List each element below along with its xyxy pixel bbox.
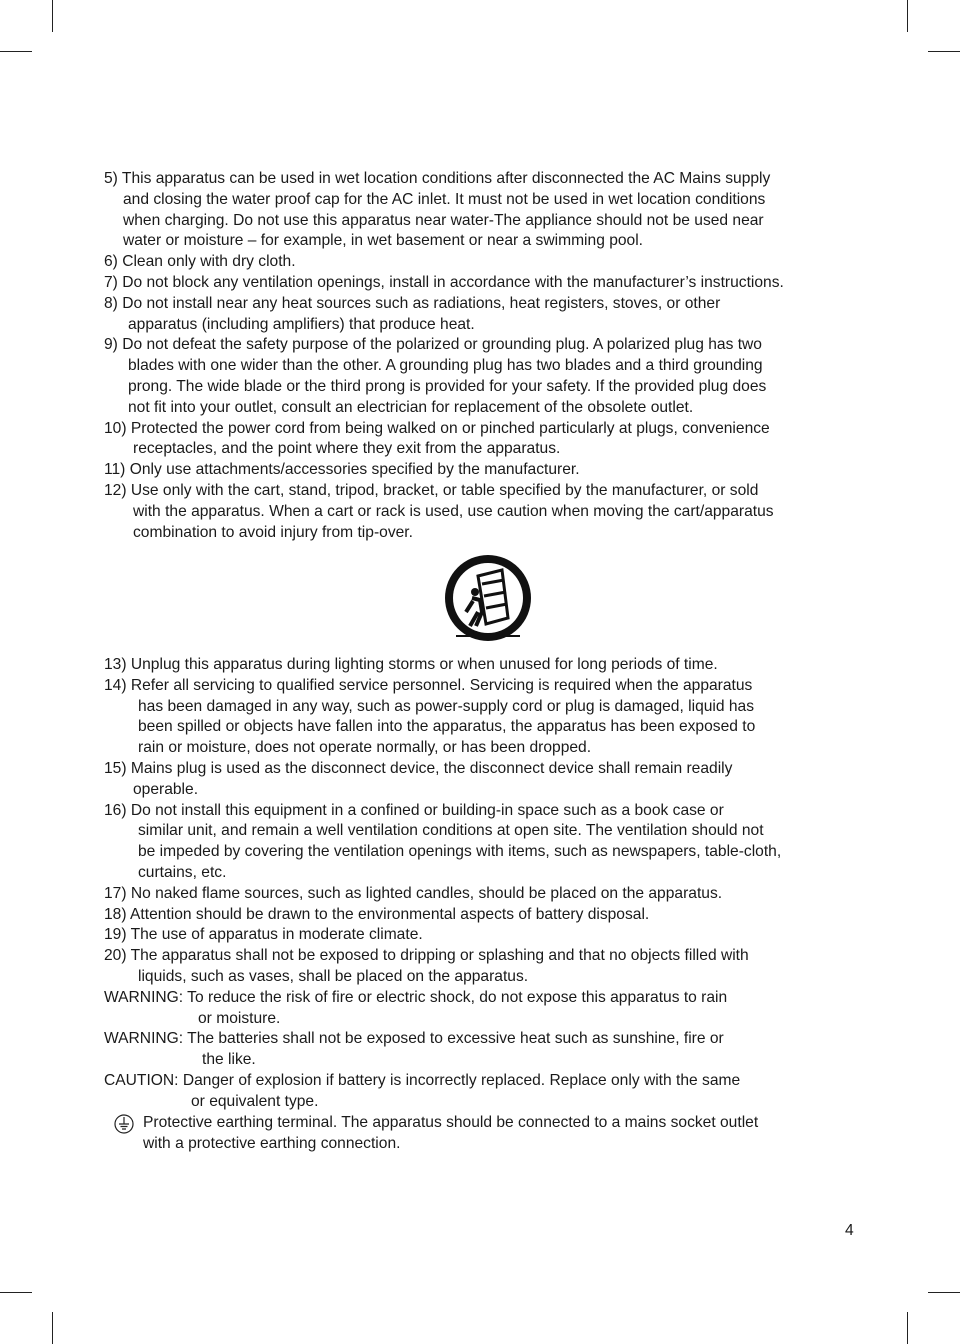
crop-mark [907,1312,908,1344]
safety-instructions-top [104,169,894,543]
item-first-line: 9) Do not defeat the safety purpose of the polarized or grounding plug. A polarized plug has two [104,336,762,354]
item-continuation-line: be impeded by covering the ventilation openings with items, such as newspapers, table-cloth, [138,843,782,861]
item-continuation-line: rain or moisture, does not operate normally, or has been dropped. [138,739,592,757]
item-continuation-line: operable. [133,780,199,798]
item-continuation-line: not fit into your outlet, consult an electrician for replacement of the obsolete outlet. [128,398,694,416]
crop-mark [928,1292,960,1293]
item-continuation-line: been spilled or objects have fallen into the apparatus, the apparatus has been exposed to [138,718,756,736]
item-continuation-line: apparatus (including amplifiers) that produce heat. [128,315,475,333]
item-continuation-line: receptacles, and the point where they exit from the apparatus. [133,440,561,458]
item-continuation-line: similar unit, and remain a well ventilation conditions at open site. The ventilation should not [138,822,764,840]
crop-mark [0,1292,32,1293]
item-first-line: 20) The apparatus shall not be exposed to dripping or splashing and that no objects filled with [104,947,749,965]
item-first-line: 14) Refer all servicing to qualified service personnel. Servicing is required when the apparatus [104,676,753,694]
list-item [104,419,894,461]
item-continuation-line: when charging. Do not use this apparatus near water-The appliance should not be used near [123,211,764,229]
safety-instructions-bottom [104,655,894,1113]
item-first-line: 18) Attention should be drawn to the environmental aspects of battery disposal. [104,905,650,923]
earthing-line-1: Protective earthing terminal. The apparatus should be connected to a mains socket outlet [143,1114,759,1131]
earthing-row [104,1113,894,1155]
item-continuation-line: or moisture. [198,1009,281,1027]
item-first-line: 8) Do not install near any heat sources such as radiations, heat registers, stoves, or other [104,294,721,312]
earthing-note [104,1113,894,1155]
item-continuation-line: with the apparatus. When a cart or rack is used, use caution when moving the cart/apparatus [133,502,774,520]
list-item [104,801,894,884]
crop-mark [52,0,53,32]
item-first-line: 10) Protected the power cord from being walked on or pinched particularly at plugs, convenience [104,419,770,437]
list-item [104,988,894,1030]
list-item [104,294,894,336]
list-item [104,460,894,481]
item-continuation-line: or equivalent type. [191,1092,319,1110]
protective-earth-icon [114,1114,134,1134]
item-continuation-line: water or moisture – for example, in wet basement or near a swimming pool. [123,232,644,250]
cart-tip-over-warning-icon [442,554,534,646]
crop-mark [52,1312,53,1344]
list-item [104,252,894,273]
item-continuation-line: blades with one wider than the other. A grounding plug has two blades and a third grounding [128,357,763,375]
item-continuation-line: combination to avoid injury from tip-over. [133,523,413,541]
list-item [104,273,894,294]
crop-mark [0,51,32,52]
item-continuation-line: the like. [202,1051,256,1069]
list-item [104,1029,894,1071]
list-item [104,481,894,543]
item-first-line: 6) Clean only with dry cloth. [104,253,296,271]
list-item [104,676,894,759]
page-number: 4 [845,1222,854,1239]
earthing-line-2: with a protective earthing connection. [143,1134,401,1152]
list-item [104,169,894,252]
item-first-line: CAUTION: Danger of explosion if battery is incorrectly replaced. Replace only with the same [104,1071,741,1089]
item-continuation-line: and closing the water proof cap for the AC inlet. It must not be used in wet location conditions [123,190,766,208]
item-first-line: 5) This apparatus can be used in wet location conditions after disconnected the AC Mains supply [104,170,771,187]
list-item [104,335,894,418]
list-item [104,925,894,946]
item-first-line: 17) No naked flame sources, such as lighted candles, should be placed on the apparatus. [104,884,723,902]
list-item [104,884,894,905]
item-first-line: 12) Use only with the cart, stand, tripod, bracket, or table specified by the manufacturer, or sold [104,481,759,499]
list-item [104,905,894,926]
list-item [104,946,894,988]
item-first-line: 19) The use of apparatus in moderate climate. [104,926,423,944]
item-continuation-line: has been damaged in any way, such as power-supply cord or plug is damaged, liquid has [138,697,755,715]
item-first-line: WARNING: To reduce the risk of fire or electric shock, do not expose this apparatus to rain [104,988,728,1006]
item-first-line: 11) Only use attachments/accessories specified by the manufacturer. [104,461,580,479]
item-continuation-line: liquids, such as vases, shall be placed on the apparatus. [138,967,529,985]
item-continuation-line: prong. The wide blade or the third prong is provided for your safety. If the provided plug does [128,377,767,395]
list-item [104,759,894,801]
crop-mark [907,0,908,32]
item-continuation-line: curtains, etc. [138,863,227,881]
item-first-line: 7) Do not block any ventilation openings, install in accordance with the manufacturer’s instructions. [104,273,784,291]
list-item [104,655,894,676]
item-first-line: 13) Unplug this apparatus during lighting storms or when unused for long periods of time. [104,656,718,673]
item-first-line: WARNING: The batteries shall not be exposed to excessive heat such as sunshine, fire or [104,1030,724,1048]
item-first-line: 15) Mains plug is used as the disconnect device, the disconnect device shall remain readily [104,759,733,777]
item-first-line: 16) Do not install this equipment in a confined or building-in space such as a book case or [104,801,724,819]
list-item [104,1071,894,1113]
crop-mark [928,51,960,52]
